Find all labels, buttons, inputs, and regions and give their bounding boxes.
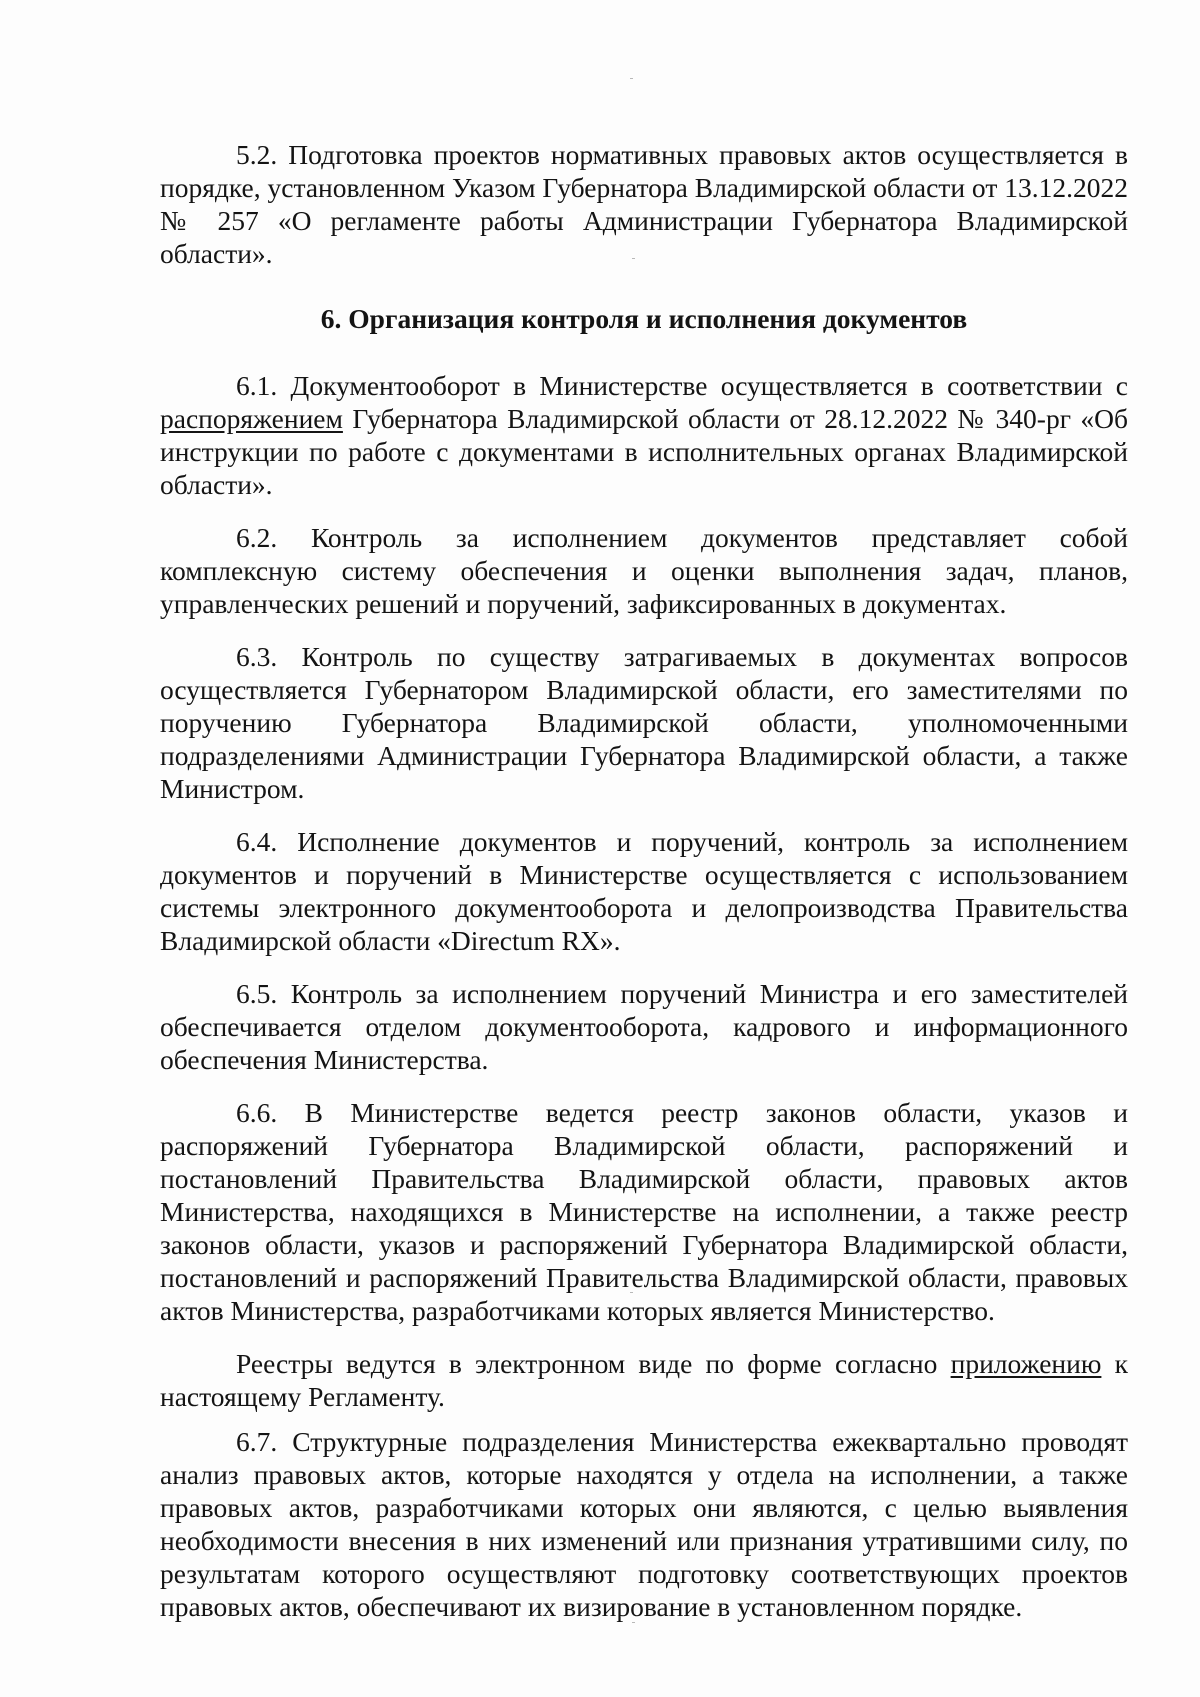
- paragraph-6-1: [160, 369, 1128, 501]
- paragraph-6-7: 6.7. Структурные подразделения Министерства ежеквартально проводят анализ правовых актов, которые находятся у отдела на исполнении, а также правовых актов, разработчиками которых они являются, с целью выявления необходимости внесения в них изменений или признания утратившими силу, по результатам которого осуществляют подготовку соответствующих проектов правовых актов, обеспечивают их визирование в установленном порядке.: [160, 1426, 1128, 1622]
- paragraph-registry-text-end: к настоящему Регламенту.: [160, 1348, 1128, 1412]
- paragraph-5-2: 5.2. Подготовка проектов нормативных правовых актов осуществляется в порядке, установленном Указом Губернатора Владимирской области от 13.12.2022 № 257 «О регламенте работы Администрации Губернатора Владимирской области».: [160, 139, 1128, 269]
- paragraph-6-5: 6.5. Контроль за исполнением поручений Министра и его заместителей обеспечивается отделом документооборота, кадрового и информационного обеспечения Министерства.: [160, 978, 1128, 1075]
- paragraph-6-1-text-end: Губернатора Владимирской области от 28.12.2022 № 340-рг «Об инструкции по работе с документами в исполнительных органах Владимирской области».: [160, 403, 1128, 500]
- paragraph-6-6: 6.6. В Министерстве ведется реестр законов области, указов и распоряжений Губернатора Владимирской области, распоряжений и постановлений Правительства Владимирской области, правовых актов Министерства, находящихся в Министерстве на исполнении, а также реестр законов области, указов и распоряжений Губернатора Владимирской области, постановлений и распоряжений Правительства Владимирской области, правовых актов Министерства, разработчиками которых является Министерство.: [160, 1097, 1128, 1326]
- paragraph-6-3: 6.3. Контроль по существу затрагиваемых в документах вопросов осуществляется Губернатором Владимирской области, его заместителями по поручению Губернатора Владимирской области, уполномоченными подразделениями Администрации Губернатора Владимирской области, а также Министром.: [160, 641, 1128, 804]
- scan-speck: [630, 78, 633, 79]
- paragraph-6-2: 6.2. Контроль за исполнением документов представляет собой комплексную систему обеспечения и оценки выполнения задач, планов, управленческих решений и поручений, зафиксированных в документах.: [160, 522, 1128, 619]
- paragraph-registry: [160, 1347, 1128, 1413]
- order-reference-link[interactable]: распоряжением: [160, 403, 343, 434]
- document-body: [160, 138, 1128, 1643]
- paragraph-registry-text: Реестры ведутся в электронном виде по форме согласно: [236, 1348, 951, 1379]
- paragraph-6-4: 6.4. Исполнение документов и поручений, контроль за исполнением документов и поручений в Министерстве осуществляется с использованием системы электронного документооборота и делопроизводства Правительства Владимирской области «Directum RX».: [160, 826, 1128, 956]
- section-6-title: 6. Организация контроля и исполнения документов: [320, 303, 968, 334]
- paragraph-6-1-text: 6.1. Документооборот в Министерстве осуществляется в соответствии с: [236, 370, 1128, 401]
- appendix-link[interactable]: приложению: [950, 1348, 1102, 1379]
